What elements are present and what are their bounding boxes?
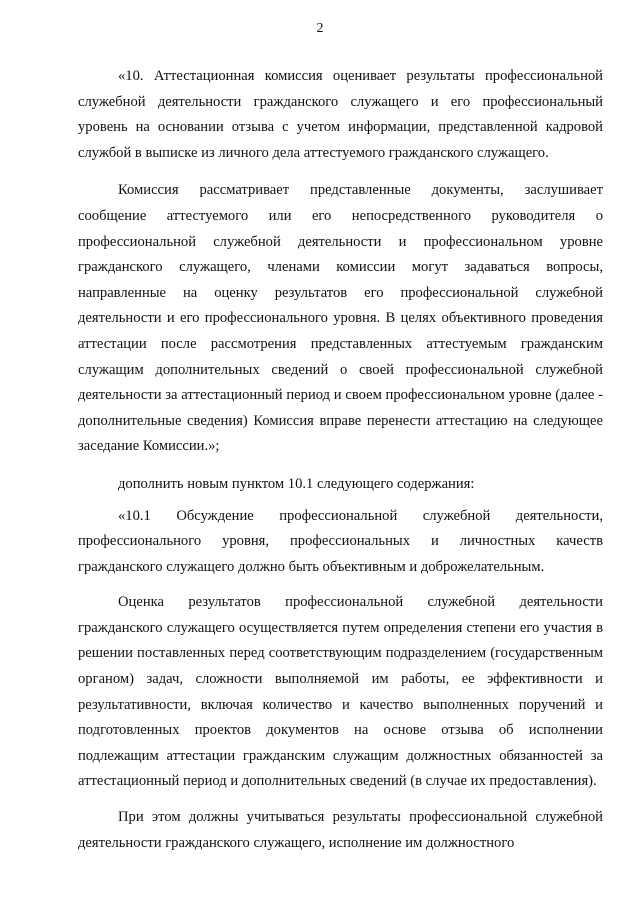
paragraph-commission-review: Комиссия рассматривает представленные документы, заслушивает сообщение аттестуемого или его непосредственного руководителя о профессиональной служебной деятельности и профессиональном уровне гражданского служащего, членами комиссии могут задаваться вопросы, направленные на оценку результатов его профессиональной служебной деятельности и его профессионального уровня. В целях объективного проведения аттестации после рассмотрения представленных аттестуемым гражданским служащим дополнительных сведений о своей профессиональной служебной деятельности за аттестационный период и своем профессиональном уровне (далее - дополнительные сведения) Комиссия вправе перенести аттестацию на следующее заседание Комиссии.»; — [78, 182, 603, 455]
paragraph-item-10: «10. Аттестационная комиссия оценивает результаты профессиональной служебной деятельности гражданского служащего и его профессиональный уровень на основании отзыва с учетом информации, представленной кадровой службой в выписке из личного дела аттестуемого гражданского служащего. — [78, 68, 603, 161]
paragraph-amendment-intro: дополнить новым пунктом 10.1 следующего содержания: — [118, 475, 475, 492]
paragraph-item-10-1: «10.1 Обсуждение профессиональной служебной деятельности, профессионального уровня, профессиональных и личностных качеств гражданского служащего должно быть объективным и доброжелательным. — [78, 507, 603, 575]
paragraph-consideration: При этом должны учитываться результаты профессиональной служебной деятельности гражданского служащего, исполнение им должностного — [78, 809, 603, 851]
page-number: 2 — [316, 21, 324, 36]
paragraph-evaluation: Оценка результатов профессиональной служебной деятельности гражданского служащего осуществляется путем определения степени его участия в решении поставленных перед соответствующим подразделением (государственным органом) задач, сложности выполняемой им работы, ее эффективности и результативности, включая количество и качество выполненных поручений и подготовленных проектов документов на основе отзыва об исполнении подлежащим аттестации гражданским служащим должностных обязанностей за аттестационный период и дополнительных сведений (в случае их предоставления). — [78, 594, 603, 790]
document-body — [78, 64, 603, 856]
